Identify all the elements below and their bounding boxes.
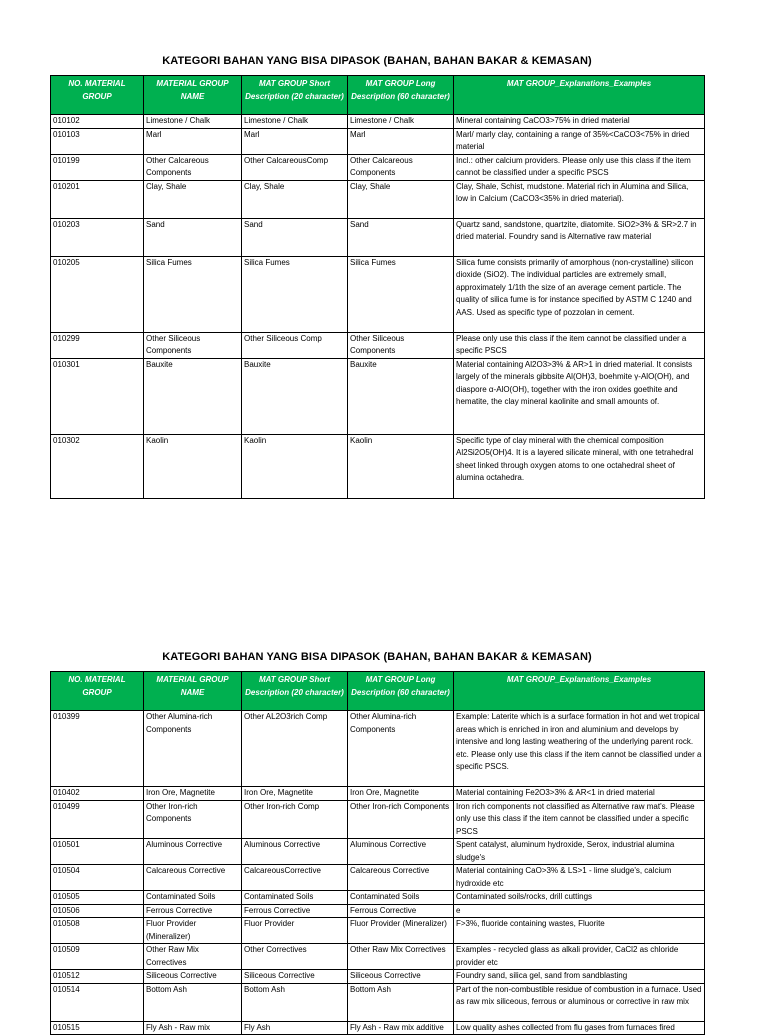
cell-group-name: Contaminated Soils: [144, 891, 242, 905]
cell-material-no: 010301: [51, 358, 144, 434]
table-row: [51, 434, 705, 498]
cell-short-desc: Iron Ore, Magnetite: [242, 787, 348, 801]
cell-long-desc: Limestone / Chalk: [348, 115, 454, 129]
cell-short-desc: Other Correctives: [242, 944, 348, 970]
cell-explanation: Silica fume consists primarily of amorphous (non-crystalline) silicon dioxide (SiO2). The individual particles are extremely small, approximately 1/1th the size of an average cement particle. The quality of silica fume is for instance specified by ASTM C 1240 and AAS. Used as specific type of pozzolan in cement.: [454, 256, 705, 332]
cell-long-desc: Other Siliceous Components: [348, 332, 454, 358]
cell-explanation: Foundry sand, silica gel, sand from sandblasting: [454, 970, 705, 984]
cell-explanation: Clay, Shale, Schist, mudstone. Material rich in Alumina and Silica, low in Calcium (CaCO3<35% in dried material).: [454, 180, 705, 218]
cell-group-name: Iron Ore, Magnetite: [144, 787, 242, 801]
table-row: [51, 1021, 705, 1035]
cell-material-no: 010402: [51, 787, 144, 801]
cell-long-desc: Bauxite: [348, 358, 454, 434]
cell-long-desc: Fluor Provider (Mineralizer): [348, 918, 454, 944]
cell-long-desc: Aluminous Corrective: [348, 839, 454, 865]
table-row: [51, 970, 705, 984]
header-row: [51, 76, 705, 115]
cell-long-desc: Fly Ash - Raw mix additive: [348, 1021, 454, 1035]
cell-short-desc: Other Siliceous Comp: [242, 332, 348, 358]
cell-explanation: Incl.: other calcium providers. Please only use this class if the item cannot be classified under a specific PSCS: [454, 154, 705, 180]
cell-long-desc: Ferrous Corrective: [348, 904, 454, 918]
cell-material-no: 010203: [51, 218, 144, 256]
cell-explanation: Material containing CaO>3% & LS>1 - lime sludge's, calcium hydroxide etc: [454, 865, 705, 891]
table-row: [51, 154, 705, 180]
cell-long-desc: Other Raw Mix Correctives: [348, 944, 454, 970]
material-category-section-2: [50, 651, 704, 1035]
table-row: [51, 865, 705, 891]
cell-group-name: Clay, Shale: [144, 180, 242, 218]
header-long-desc: MAT GROUP Long Description (60 character): [348, 672, 454, 711]
cell-explanation: Quartz sand, sandstone, quartzite, diatomite. SiO2>3% & SR>2.7 in dried material. Foundry sand is Alternative raw material: [454, 218, 705, 256]
cell-explanation: e: [454, 904, 705, 918]
cell-material-no: 010201: [51, 180, 144, 218]
cell-group-name: Fly Ash - Raw mix: [144, 1021, 242, 1035]
cell-material-no: 010299: [51, 332, 144, 358]
cell-short-desc: Bauxite: [242, 358, 348, 434]
cell-material-no: 010102: [51, 115, 144, 129]
material-group-table: [50, 671, 705, 1035]
cell-group-name: Other Iron-rich Components: [144, 800, 242, 839]
cell-group-name: Bauxite: [144, 358, 242, 434]
cell-group-name: Marl: [144, 128, 242, 154]
table-row: [51, 218, 705, 256]
cell-material-no: 010501: [51, 839, 144, 865]
cell-short-desc: Limestone / Chalk: [242, 115, 348, 129]
cell-group-name: Aluminous Corrective: [144, 839, 242, 865]
table-row: [51, 358, 705, 434]
cell-short-desc: Fly Ash: [242, 1021, 348, 1035]
cell-long-desc: Bottom Ash: [348, 983, 454, 1021]
cell-explanation: Material containing Fe2O3>3% & AR<1 in dried material: [454, 787, 705, 801]
cell-material-no: 010205: [51, 256, 144, 332]
cell-long-desc: Marl: [348, 128, 454, 154]
cell-explanation: Specific type of clay mineral with the chemical composition Al2Si2O5(OH)4. It is a layered silicate mineral, with one tetrahedral sheet linked through oxygen atoms to one octahedral sheet of alumina octahedra.: [454, 434, 705, 498]
table-row: [51, 800, 705, 839]
table-row: [51, 891, 705, 905]
table-row: [51, 904, 705, 918]
cell-material-no: 010509: [51, 944, 144, 970]
cell-long-desc: Iron Ore, Magnetite: [348, 787, 454, 801]
cell-short-desc: CalcareousCorrective: [242, 865, 348, 891]
cell-explanation: Mineral containing CaCO3>75% in dried material: [454, 115, 705, 129]
cell-material-no: 010399: [51, 711, 144, 787]
cell-short-desc: Siliceous Corrective: [242, 970, 348, 984]
cell-long-desc: Sand: [348, 218, 454, 256]
table-row: [51, 256, 705, 332]
material-group-table: [50, 75, 705, 499]
cell-material-no: 010506: [51, 904, 144, 918]
cell-explanation: Spent catalyst, aluminum hydroxide, Serox, industrial alumina sludge's: [454, 839, 705, 865]
cell-group-name: Kaolin: [144, 434, 242, 498]
cell-explanation: Marl/ marly clay, containing a range of 35%<CaCO3<75% in dried material: [454, 128, 705, 154]
cell-explanation: Material containing Al2O3>3% & AR>1 in dried material. It consists largely of the minerals gibbsite Al(OH)3, boehmite γ-AlO(OH), and diaspore α-AlO(OH), together with the iron oxides goethite and hematite, the clay mineral kaolinite and small amounts of.: [454, 358, 705, 434]
cell-short-desc: Other AL2O3rich Comp: [242, 711, 348, 787]
cell-material-no: 010515: [51, 1021, 144, 1035]
cell-explanation: F>3%, fluoride containing wastes, Fluorite: [454, 918, 705, 944]
cell-explanation: Low quality ashes collected from flu gases from furnaces fired: [454, 1021, 705, 1035]
cell-short-desc: Bottom Ash: [242, 983, 348, 1021]
header-group-name: MATERIAL GROUP NAME: [144, 672, 242, 711]
cell-material-no: 010504: [51, 865, 144, 891]
cell-short-desc: Aluminous Corrective: [242, 839, 348, 865]
cell-short-desc: Contaminated Soils: [242, 891, 348, 905]
cell-group-name: Other Raw Mix Correctives: [144, 944, 242, 970]
table-row: [51, 918, 705, 944]
table-row: [51, 839, 705, 865]
cell-long-desc: Other Calcareous Components: [348, 154, 454, 180]
cell-group-name: Other Calcareous Components: [144, 154, 242, 180]
cell-group-name: Sand: [144, 218, 242, 256]
table-row: [51, 711, 705, 787]
cell-material-no: 010499: [51, 800, 144, 839]
cell-short-desc: Fluor Provider: [242, 918, 348, 944]
cell-long-desc: Calcareous Corrective: [348, 865, 454, 891]
cell-explanation: Iron rich components not classified as Alternative raw mat's. Please only use this class if the item cannot be classified under a specific PSCS: [454, 800, 705, 839]
header-long-desc: MAT GROUP Long Description (60 character): [348, 76, 454, 115]
cell-material-no: 010505: [51, 891, 144, 905]
header-explanations: MAT GROUP_Explanations_Examples: [454, 76, 705, 115]
table-row: [51, 180, 705, 218]
table-row: [51, 787, 705, 801]
cell-material-no: 010514: [51, 983, 144, 1021]
cell-group-name: Calcareous Corrective: [144, 865, 242, 891]
cell-group-name: Ferrous Corrective: [144, 904, 242, 918]
header-explanations: MAT GROUP_Explanations_Examples: [454, 672, 705, 711]
cell-short-desc: Ferrous Corrective: [242, 904, 348, 918]
cell-material-no: 010103: [51, 128, 144, 154]
table-row: [51, 115, 705, 129]
cell-group-name: Other Siliceous Components: [144, 332, 242, 358]
cell-group-name: Siliceous Corrective: [144, 970, 242, 984]
cell-group-name: Fluor Provider (Mineralizer): [144, 918, 242, 944]
cell-material-no: 010302: [51, 434, 144, 498]
cell-explanation: Examples - recycled glass as alkali provider, CaCl2 as chloride provider etc: [454, 944, 705, 970]
cell-short-desc: Sand: [242, 218, 348, 256]
cell-long-desc: Siliceous Corrective: [348, 970, 454, 984]
header-material-no: NO. MATERIAL GROUP: [51, 76, 144, 115]
cell-short-desc: Silica Fumes: [242, 256, 348, 332]
header-short-desc: MAT GROUP Short Description (20 character): [242, 672, 348, 711]
material-category-section-1: [50, 55, 704, 499]
cell-explanation: Example: Laterite which is a surface formation in hot and wet tropical areas which is enriched in iron and aluminium and develops by intensive and long lasting weathering of the underlying parent rock. etc. Please only use this class if the item cannot be classified under a specific PSCS.: [454, 711, 705, 787]
cell-group-name: Other Alumina-rich Components: [144, 711, 242, 787]
cell-short-desc: Other CalcareousComp: [242, 154, 348, 180]
cell-material-no: 010508: [51, 918, 144, 944]
header-row: [51, 672, 705, 711]
cell-explanation: Please only use this class if the item cannot be classified under a specific PSCS: [454, 332, 705, 358]
cell-material-no: 010512: [51, 970, 144, 984]
cell-short-desc: Marl: [242, 128, 348, 154]
cell-short-desc: Other Iron-rich Comp: [242, 800, 348, 839]
table-row: [51, 332, 705, 358]
header-short-desc: MAT GROUP Short Description (20 character): [242, 76, 348, 115]
section-title: KATEGORI BAHAN YANG BISA DIPASOK (BAHAN, BAHAN BAKAR & KEMASAN): [162, 651, 592, 663]
cell-explanation: Contaminated soils/rocks, drill cuttings: [454, 891, 705, 905]
section-title: KATEGORI BAHAN YANG BISA DIPASOK (BAHAN, BAHAN BAKAR & KEMASAN): [162, 55, 592, 67]
cell-short-desc: Clay, Shale: [242, 180, 348, 218]
cell-group-name: Silica Fumes: [144, 256, 242, 332]
cell-explanation: Part of the non-combustible residue of combustion in a furnace. Used as raw mix siliceous, ferrous or aluminous or corrective in raw mix: [454, 983, 705, 1021]
table-row: [51, 944, 705, 970]
cell-material-no: 010199: [51, 154, 144, 180]
cell-long-desc: Clay, Shale: [348, 180, 454, 218]
cell-group-name: Limestone / Chalk: [144, 115, 242, 129]
table-row: [51, 128, 705, 154]
cell-group-name: Bottom Ash: [144, 983, 242, 1021]
cell-long-desc: Other Iron-rich Components: [348, 800, 454, 839]
table-row: [51, 983, 705, 1021]
cell-long-desc: Kaolin: [348, 434, 454, 498]
cell-long-desc: Silica Fumes: [348, 256, 454, 332]
header-material-no: NO. MATERIAL GROUP: [51, 672, 144, 711]
cell-short-desc: Kaolin: [242, 434, 348, 498]
cell-long-desc: Contaminated Soils: [348, 891, 454, 905]
header-group-name: MATERIAL GROUP NAME: [144, 76, 242, 115]
cell-long-desc: Other Alumina-rich Components: [348, 711, 454, 787]
